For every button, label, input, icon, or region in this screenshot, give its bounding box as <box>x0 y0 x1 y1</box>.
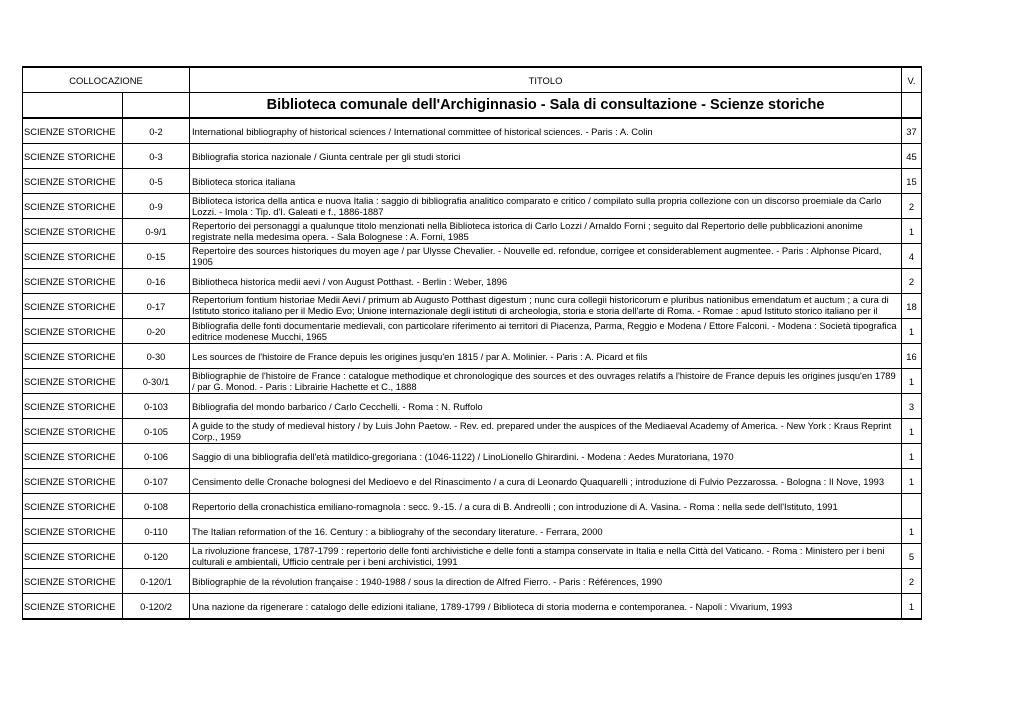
table-row <box>23 269 922 294</box>
collocazione-cell: SCIENZE STORICHE <box>23 118 123 144</box>
header-row <box>23 67 922 93</box>
segnatura-cell: 0-106 <box>123 444 190 469</box>
titolo-text: Bibliotheca historica medii aevi / von August Potthast. - Berlin : Weber, 1896 <box>192 275 508 287</box>
volumi-cell: 5 <box>902 544 922 569</box>
table-row <box>23 344 922 369</box>
segnatura-cell: 0-30/1 <box>123 369 190 394</box>
segnatura-cell: 0-17 <box>123 294 190 319</box>
collocazione-cell: SCIENZE STORICHE <box>23 169 123 194</box>
collocazione-cell: SCIENZE STORICHE <box>23 419 123 444</box>
titolo-cell <box>190 244 902 269</box>
table-row <box>23 394 922 419</box>
table-row <box>23 569 922 594</box>
titolo-text: Repertoire des sources historiques du moyen age / par Ulysse Chevalier. - Nouvelle ed. refondue, corrigee et considerablement augmentee. - Paris : Alphonse Picard, 1905 <box>192 245 882 267</box>
collocazione-cell: SCIENZE STORICHE <box>23 569 123 594</box>
segnatura-cell: 0-5 <box>123 169 190 194</box>
segnatura-cell: 0-105 <box>123 419 190 444</box>
titolo-text: Biblioteca istorica della antica e nuova Italia : saggio di bibliografia analitico comparato e critico / compilato sulla propria collezione con un discorso proemiale da Carlo Lozzi. - Imola : Tip. d'I. Galeati e f., 1886-1887 <box>192 195 882 217</box>
segnatura-cell: 0-107 <box>123 469 190 494</box>
table-title: Biblioteca comunale dell'Archiginnasio - Sala di consultazione - Scienze storiche <box>190 93 902 119</box>
titolo-text: The Italian reformation of the 16. Century : a bibliograhy of the secondary literature. - Ferrara, 2000 <box>192 525 603 537</box>
volumi-cell: 2 <box>902 269 922 294</box>
segnatura-cell: 0-9 <box>123 194 190 219</box>
table-row <box>23 144 922 169</box>
collocazione-cell: SCIENZE STORICHE <box>23 369 123 394</box>
segnatura-cell: 0-120 <box>123 544 190 569</box>
volumi-cell: 1 <box>902 419 922 444</box>
titolo-text: Bibliografia del mondo barbarico / Carlo Cecchelli. - Roma : N. Ruffolo <box>192 400 483 412</box>
titolo-text: A guide to the study of medieval history / by Luis John Paetow. - Rev. ed. prepared under the auspices of the Mediaeval Academy of America. - New York : Kraus Reprint Corp., 1959 <box>192 420 892 442</box>
titolo-text: Bibliografia storica nazionale / Giunta centrale per gli studi storici <box>192 150 461 162</box>
segnatura-cell: 0-16 <box>123 269 190 294</box>
header-volumi: V. <box>902 67 922 93</box>
table-row <box>23 494 922 519</box>
collocazione-cell: SCIENZE STORICHE <box>23 144 123 169</box>
volumi-cell: 45 <box>902 144 922 169</box>
collocazione-cell: SCIENZE STORICHE <box>23 194 123 219</box>
table-row <box>23 319 922 344</box>
titolo-cell <box>190 419 902 444</box>
titolo-cell <box>190 469 902 494</box>
titolo-cell <box>190 444 902 469</box>
volumi-cell: 4 <box>902 244 922 269</box>
volumi-cell: 1 <box>902 319 922 344</box>
titolo-text: Bibliografia delle fonti documentarie medievali, con particolare riferimento ai territori di Piacenza, Parma, Reggio e Modena / Ettore Falconi. - Modena : Società tipografica editrice modenese Mucchi, 1965 <box>192 320 897 342</box>
table-row <box>23 469 922 494</box>
titolo-text: Saggio di una bibliografia dell'età matildico-gregoriana : (1046-1122) / LinoLionello Ghirardini. - Modena : Aedes Muratoriana, 1970 <box>192 450 734 462</box>
collocazione-cell: SCIENZE STORICHE <box>23 394 123 419</box>
titolo-cell <box>190 169 902 194</box>
title-blank-cell <box>123 93 190 119</box>
volumi-cell: 16 <box>902 344 922 369</box>
titolo-text: Censimento delle Cronache bolognesi del Medioevo e del Rinascimento / a cura di Leonardo Quaquarelli ; introduzione di Fulvio Pezzarossa. - Bologna : Il Nove, 1993 <box>192 475 885 487</box>
volumi-cell: 1 <box>902 469 922 494</box>
collocazione-cell: SCIENZE STORICHE <box>23 269 123 294</box>
table-row <box>23 244 922 269</box>
titolo-cell <box>190 369 902 394</box>
titolo-cell <box>190 269 902 294</box>
titolo-cell <box>190 569 902 594</box>
titolo-cell <box>190 319 902 344</box>
volumi-cell: 1 <box>902 519 922 544</box>
volumi-cell <box>902 494 922 519</box>
table-row <box>23 419 922 444</box>
volumi-cell: 1 <box>902 369 922 394</box>
table-row <box>23 594 922 620</box>
titolo-cell <box>190 219 902 244</box>
collocazione-cell: SCIENZE STORICHE <box>23 344 123 369</box>
collocazione-cell: SCIENZE STORICHE <box>23 444 123 469</box>
table-row <box>23 118 922 144</box>
header-collocazione: COLLOCAZIONE <box>23 67 190 93</box>
titolo-text: Bibliographie de l'histoire de France : catalogue methodique et chronologique des sources et des ouvrages relatifs a l'histoire de France depuis les origines jusqu'en 1789 / par G. Monod. - Paris : Librairie Hachette et C., 1888 <box>192 370 896 392</box>
header-titolo: TITOLO <box>190 67 902 93</box>
collocazione-cell: SCIENZE STORICHE <box>23 219 123 244</box>
table-row <box>23 169 922 194</box>
titolo-cell <box>190 519 902 544</box>
segnatura-cell: 0-3 <box>123 144 190 169</box>
segnatura-cell: 0-30 <box>123 344 190 369</box>
collocazione-cell: SCIENZE STORICHE <box>23 494 123 519</box>
segnatura-cell: 0-15 <box>123 244 190 269</box>
titolo-cell <box>190 118 902 144</box>
collocazione-cell: SCIENZE STORICHE <box>23 244 123 269</box>
collocazione-cell: SCIENZE STORICHE <box>23 469 123 494</box>
segnatura-cell: 0-2 <box>123 118 190 144</box>
titolo-text: Repertorium fontium historiae Medii Aevi / primum ab Augusto Potthast digestum ; nunc cura collegii historicorum e pluribus nationibus emendatum et auctum ; a cura di Istituto storico italiano per il Medio Evo; Unione internazionale degli istituti di archeologia, storia e storia dell'arte di Roma. - Romae : apud Istituto storico italiano per il <box>192 294 889 316</box>
volumi-cell: 18 <box>902 294 922 319</box>
titolo-text: Bibliographie de la révolution française : 1940-1988 / sous la direction de Alfred Fierro. - Paris : Références, 1990 <box>192 575 663 587</box>
volumi-cell: 3 <box>902 394 922 419</box>
collocazione-cell: SCIENZE STORICHE <box>23 594 123 620</box>
volumi-cell: 37 <box>902 118 922 144</box>
table-row <box>23 294 922 319</box>
volumi-cell: 15 <box>902 169 922 194</box>
table-row <box>23 194 922 219</box>
volumi-cell: 1 <box>902 219 922 244</box>
table-row <box>23 219 922 244</box>
titolo-text: Biblioteca storica italiana <box>192 175 296 187</box>
titolo-cell <box>190 144 902 169</box>
titolo-text: Repertorio della cronachistica emiliano-romagnola : secc. 9.-15. / a cura di B. Andreolli ; con introduzione di A. Vasina. - Roma : nella sede dell'Istituto, 1991 <box>192 500 838 512</box>
segnatura-cell: 0-9/1 <box>123 219 190 244</box>
segnatura-cell: 0-110 <box>123 519 190 544</box>
titolo-text: Una nazione da rigenerare : catalogo delle edizioni italiane, 1789-1799 / Biblioteca di storia moderna e contemporanea. - Napoli : Vivarium, 1993 <box>192 600 793 612</box>
catalog-table <box>22 66 922 620</box>
volumi-cell: 1 <box>902 594 922 620</box>
titolo-cell <box>190 544 902 569</box>
titolo-cell <box>190 394 902 419</box>
titolo-text: International bibliography of historical sciences / International committee of historical sciences. - Paris : A. Colin <box>192 125 653 137</box>
volumi-cell: 2 <box>902 569 922 594</box>
segnatura-cell: 0-120/1 <box>123 569 190 594</box>
titolo-cell <box>190 594 902 620</box>
titolo-cell <box>190 494 902 519</box>
titolo-text: La rivoluzione francese, 1787-1799 : repertorio delle fonti archivistiche e delle fonti a stampa conservate in Italia e nella Città del Vaticano. - Roma : Ministero per i beni culturali e ambientali, Ufficio centrale per i beni archivistici, 1991 <box>192 545 885 567</box>
table-row <box>23 444 922 469</box>
segnatura-cell: 0-20 <box>123 319 190 344</box>
title-row <box>23 93 922 119</box>
volumi-cell: 1 <box>902 444 922 469</box>
segnatura-cell: 0-103 <box>123 394 190 419</box>
titolo-cell <box>190 294 902 319</box>
volumi-cell: 2 <box>902 194 922 219</box>
title-blank-cell <box>902 93 922 119</box>
titolo-text: Les sources de l'histoire de France depuis les origines jusqu'en 1815 / par A. Molinier. - Paris : A. Picard et fils <box>192 350 648 362</box>
collocazione-cell: SCIENZE STORICHE <box>23 519 123 544</box>
table-row <box>23 544 922 569</box>
segnatura-cell: 0-120/2 <box>123 594 190 620</box>
collocazione-cell: SCIENZE STORICHE <box>23 544 123 569</box>
table-row <box>23 369 922 394</box>
titolo-cell <box>190 344 902 369</box>
segnatura-cell: 0-108 <box>123 494 190 519</box>
collocazione-cell: SCIENZE STORICHE <box>23 294 123 319</box>
titolo-cell <box>190 194 902 219</box>
collocazione-cell: SCIENZE STORICHE <box>23 319 123 344</box>
title-blank-cell <box>23 93 123 119</box>
table-row <box>23 519 922 544</box>
titolo-text: Repertorio dei personaggi a qualunque titolo menzionati nella Biblioteca istorica di Carlo Lozzi / Arnaldo Forni ; seguito dal Repertorio delle pubblicazioni anonime registrate nella medesima opera. - Sala Bolognese : A. Forni, 1985 <box>192 220 863 242</box>
